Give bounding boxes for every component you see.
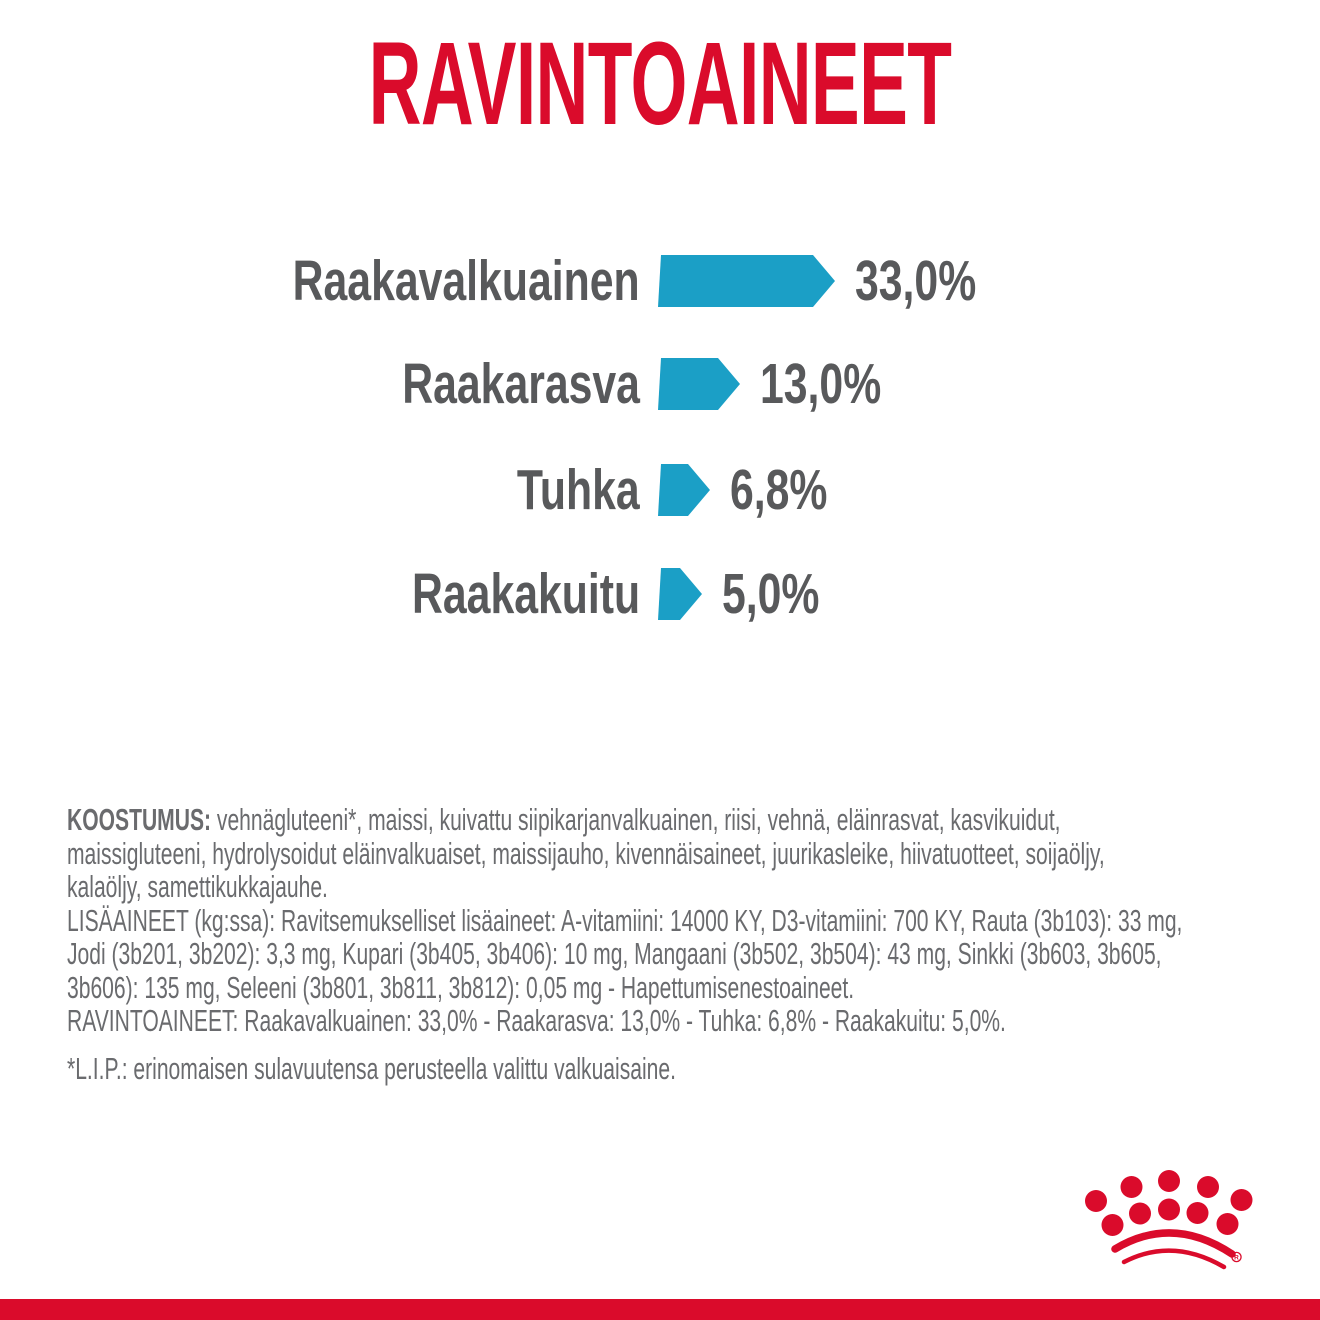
chart-row	[0, 352, 1320, 416]
nutrient-label	[0, 249, 640, 313]
text-line: KOOSTUMUS: vehnägluteeni*, maissi, kuivattu siipikarjanvalkuainen, riisi, vehnä, eläinrasvat, kasvikuidut,	[67, 802, 1061, 837]
crown-dots	[1085, 1170, 1253, 1236]
royal-canin-crown-logo	[1085, 1160, 1285, 1290]
nutrient-label	[0, 562, 640, 626]
text-line: 3b606): 135 mg, Seleeni (3b801, 3b811, 3b812): 0,05 mg - Hapettumisenestoaineet.	[67, 969, 855, 1005]
nutrient-label	[0, 458, 640, 522]
bottom-red-bar	[0, 1299, 1320, 1320]
nutrient-value	[855, 249, 1017, 313]
nutrient-bar	[658, 255, 835, 307]
registered-trademark-icon	[1232, 1252, 1241, 1261]
nutrient-value-text: 13,0%	[760, 352, 882, 416]
page-title: RAVINTOAINEET	[368, 18, 952, 150]
nutrient-label-text: Raakavalkuainen	[293, 249, 640, 313]
section-label: KOOSTUMUS:	[67, 802, 212, 837]
chart-row	[0, 562, 1320, 626]
nutrient-value-text: 33,0%	[855, 249, 977, 313]
text-line: Jodi (3b201, 3b202): 3,3 mg, Kupari (3b405, 3b406): 10 mg, Mangaani (3b502, 3b504): 43 mg, Sinkki (3b603, 3b605,	[67, 936, 1162, 971]
svg-text:R: R	[1234, 1254, 1239, 1262]
nutrient-bar	[658, 464, 710, 516]
nutrient-value	[760, 352, 922, 416]
text-line: LISÄAINEET (kg:ssa): Ravitsemukselliset lisäaineet: A-vitamiini: 14000 KY, D3-vitamiini: 700 KY, Rauta (3b103): 33 mg,	[67, 902, 1183, 938]
nutrient-value	[722, 562, 852, 626]
nutrient-bar	[658, 358, 740, 410]
lip-footnote: *L.I.P.: erinomaisen sulavuutensa perusteella valittu valkuaisaine.	[67, 1050, 676, 1086]
chart-row	[0, 249, 1320, 313]
nutrient-value-text: 5,0%	[722, 562, 820, 626]
nutrient-bar	[658, 568, 702, 620]
nutrient-label-text: Raakakuitu	[411, 562, 640, 626]
text-line: kalaöljy, samettikukkajauhe.	[67, 869, 328, 904]
composition-and-additives	[67, 803, 1182, 1038]
nutrient-value	[730, 458, 860, 522]
text-line: maissigluteeni, hydrolysoidut eläinvalkuaiset, maissijauho, kivennäisaineet, juurikasleike, hiivatuotteet, soijaöljy,	[67, 835, 1105, 871]
nutrient-label-text: Raakarasva	[402, 352, 640, 416]
nutrient-label-text: Tuhka	[517, 458, 640, 522]
crown-arcs	[1115, 1233, 1232, 1267]
nutrient-label	[0, 352, 640, 416]
chart-row	[0, 458, 1320, 522]
nutrient-value-text: 6,8%	[730, 458, 828, 522]
ingredients-text-block	[67, 803, 1182, 1085]
text-line: RAVINTOAINEET: Raakavalkuainen: 33,0% - Raakarasva: 13,0% - Tuhka: 6,8% - Raakakuitu: 5,0%.	[67, 1003, 1006, 1038]
